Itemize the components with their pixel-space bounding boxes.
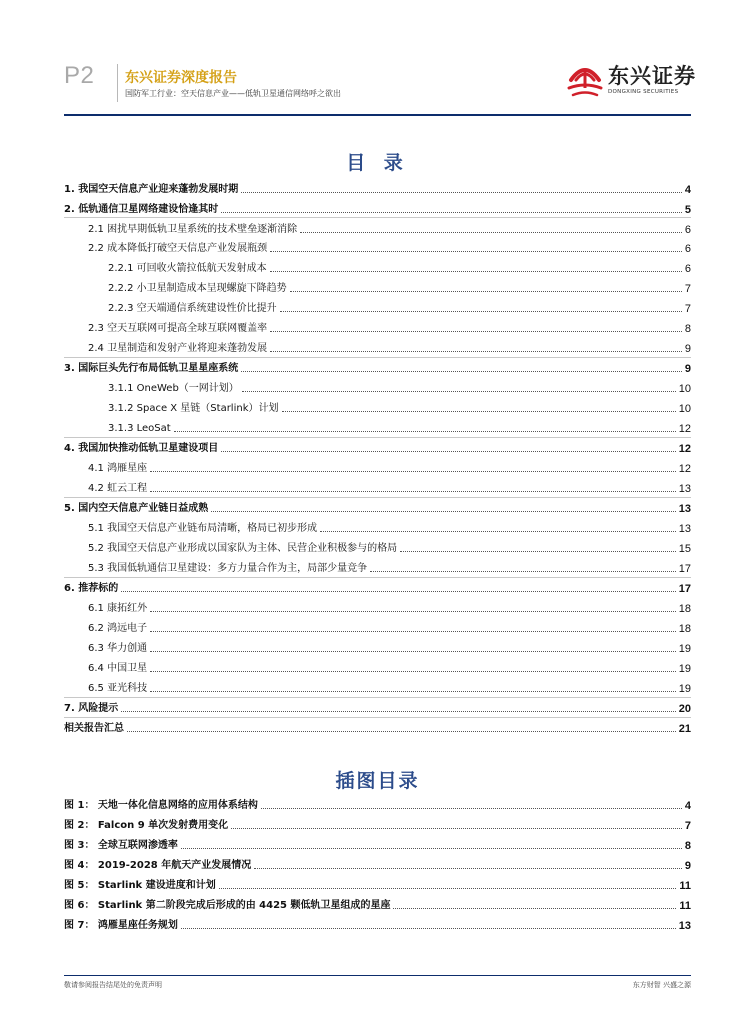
dot-leader bbox=[150, 470, 676, 472]
page-header bbox=[0, 0, 755, 120]
toc-entry-page: 13 bbox=[678, 483, 691, 495]
toc-entry-label: 5.1 我国空天信息产业链布局清晰，格局已初步形成 bbox=[88, 523, 318, 534]
toc-entry-label: 2.2.3 空天端通信系统建设性价比提升 bbox=[108, 303, 277, 314]
dot-leader bbox=[181, 847, 682, 849]
dot-leader bbox=[270, 330, 682, 332]
footer-slogan: 东方财智 兴盛之源 bbox=[632, 981, 691, 989]
dot-leader bbox=[150, 490, 676, 492]
section-rule bbox=[64, 717, 691, 718]
toc-entry[interactable] bbox=[64, 259, 691, 275]
report-subtitle: 国防军工行业：空天信息产业——低轨卫星通信网络呼之欲出 bbox=[125, 89, 341, 98]
dot-leader bbox=[219, 887, 677, 889]
toc-entry[interactable] bbox=[64, 239, 691, 255]
dot-leader bbox=[221, 450, 676, 452]
toc-entry-page: 19 bbox=[678, 663, 691, 675]
footer-disclaimer: 敬请参阅报告结尾处的免责声明 bbox=[64, 981, 162, 989]
figure-entry-page: 4 bbox=[684, 800, 691, 812]
toc-entry-page: 6 bbox=[684, 263, 691, 275]
toc-entry-label: 5. 国内空天信息产业链日益成熟 bbox=[64, 503, 209, 514]
section-rule bbox=[64, 357, 691, 358]
figure-entry[interactable] bbox=[64, 796, 691, 813]
toc-entry[interactable] bbox=[64, 659, 691, 675]
figure-entry-label: 图 2： Falcon 9 单次发射费用变化 bbox=[64, 820, 229, 831]
toc-entry-label: 4. 我国加快推动低轨卫星建设项目 bbox=[64, 443, 219, 454]
dot-leader bbox=[282, 410, 676, 412]
toc-entry[interactable] bbox=[64, 279, 691, 295]
toc-entry-page: 10 bbox=[678, 383, 691, 395]
dot-leader bbox=[370, 570, 676, 572]
toc-entry-page: 18 bbox=[678, 623, 691, 635]
dot-leader bbox=[261, 807, 682, 809]
toc-entry-page: 8 bbox=[684, 323, 691, 335]
footer-rule bbox=[64, 975, 691, 976]
toc-entry-page: 20 bbox=[678, 703, 691, 715]
toc-entry-label: 2.3 空天互联网可提高全球互联网覆盖率 bbox=[88, 323, 268, 334]
toc-entry[interactable] bbox=[64, 319, 691, 335]
section-rule bbox=[64, 217, 691, 218]
figure-entry-label: 图 3： 全球互联网渗透率 bbox=[64, 840, 178, 851]
figure-entry[interactable] bbox=[64, 876, 691, 893]
toc-entry-label: 4.1 鸿雁星座 bbox=[88, 463, 148, 474]
toc-entry-page: 19 bbox=[678, 683, 691, 695]
toc-entry[interactable] bbox=[64, 399, 691, 415]
toc-entry-page: 13 bbox=[678, 523, 691, 535]
toc-entry[interactable] bbox=[64, 180, 691, 197]
toc-entry-label: 2.1 困扰早期低轨卫星系统的技术壁垒逐渐消除 bbox=[88, 224, 298, 235]
dot-leader bbox=[150, 650, 676, 652]
dot-leader bbox=[270, 270, 682, 272]
figure-entry-page: 13 bbox=[678, 920, 691, 932]
toc-entry-label: 6.3 华力创通 bbox=[88, 643, 148, 654]
toc-entry-page: 17 bbox=[678, 583, 691, 595]
figure-entry-label: 图 4： 2019-2028 年航天产业发展情况 bbox=[64, 860, 252, 871]
toc-entry-page: 4 bbox=[684, 184, 691, 196]
toc-entry[interactable] bbox=[64, 499, 691, 516]
toc-entry-page: 9 bbox=[684, 363, 691, 375]
section-rule bbox=[64, 497, 691, 498]
toc-entry-page: 7 bbox=[684, 303, 691, 315]
toc-entry-page: 5 bbox=[684, 204, 691, 216]
figure-entry-page: 11 bbox=[679, 900, 691, 912]
toc-entry-label: 3. 国际巨头先行布局低轨卫星星座系统 bbox=[64, 363, 239, 374]
toc-entry-page: 6 bbox=[684, 243, 691, 255]
toc-entry-label: 6.2 鸿远电子 bbox=[88, 623, 148, 634]
header-rule bbox=[64, 114, 691, 116]
company-logo bbox=[565, 58, 700, 108]
toc-entry[interactable] bbox=[64, 419, 691, 435]
toc-entry-page: 6 bbox=[684, 224, 691, 236]
section-rule bbox=[64, 577, 691, 578]
dot-leader bbox=[254, 867, 682, 869]
figure-entry-label: 图 6： Starlink 第二阶段完成后形成的由 4425 颗低轨卫星组成的星座 bbox=[64, 900, 391, 911]
toc-entry[interactable] bbox=[64, 699, 691, 716]
toc-entry[interactable] bbox=[64, 299, 691, 315]
page-number: P2 bbox=[64, 62, 95, 89]
toc-entry-page: 12 bbox=[678, 423, 691, 435]
dot-leader bbox=[270, 350, 682, 352]
figure-entry-page: 11 bbox=[679, 880, 691, 892]
toc-entry-label: 3.1.2 Space X 星链（Starlink）计划 bbox=[108, 403, 279, 414]
dot-leader bbox=[150, 670, 676, 672]
dot-leader bbox=[121, 590, 676, 592]
toc-entry-page: 15 bbox=[678, 543, 691, 555]
dot-leader bbox=[400, 550, 676, 552]
toc-entry-page: 7 bbox=[684, 283, 691, 295]
toc-entry[interactable] bbox=[64, 200, 691, 217]
logo-mark-icon bbox=[565, 58, 605, 102]
logo-chinese-name: 东兴证券 bbox=[608, 64, 696, 88]
toc-entry-label: 2.2.2 小卫星制造成本呈现螺旋下降趋势 bbox=[108, 283, 287, 294]
toc-entry-page: 21 bbox=[678, 723, 691, 735]
dot-leader bbox=[174, 430, 676, 432]
figure-entry-label: 图 5： Starlink 建设进度和计划 bbox=[64, 880, 216, 891]
toc-entry-page: 19 bbox=[678, 643, 691, 655]
dot-leader bbox=[127, 730, 676, 732]
toc-entry-page: 10 bbox=[678, 403, 691, 415]
toc-entry[interactable] bbox=[64, 579, 691, 596]
toc-entry[interactable] bbox=[64, 439, 691, 456]
dot-leader bbox=[280, 310, 682, 312]
toc-entry-label: 2.4 卫星制造和发射产业将迎来蓬勃发展 bbox=[88, 343, 268, 354]
toc-entry-label: 4.2 虹云工程 bbox=[88, 483, 148, 494]
toc-entry-label: 7. 风险提示 bbox=[64, 703, 119, 714]
toc-entry[interactable] bbox=[64, 459, 691, 475]
dot-leader bbox=[241, 370, 682, 372]
dot-leader bbox=[290, 290, 682, 292]
toc-entry[interactable] bbox=[64, 719, 691, 736]
figure-entry[interactable] bbox=[64, 896, 691, 913]
toc-entry[interactable] bbox=[64, 599, 691, 615]
logo-english-name: DONGXING SECURITIES bbox=[608, 89, 679, 95]
dot-leader bbox=[241, 191, 682, 193]
header-separator bbox=[117, 64, 118, 102]
dot-leader bbox=[211, 510, 676, 512]
figures-title: 插图目录 bbox=[335, 770, 420, 792]
toc-entry-label: 2.2.1 可回收火箭拉低航天发射成本 bbox=[108, 263, 267, 274]
toc-entry-label: 6.1 康拓红外 bbox=[88, 603, 148, 614]
toc-entry[interactable] bbox=[64, 379, 691, 395]
toc-entry-label: 6.5 亚光科技 bbox=[88, 683, 148, 694]
toc-entry-label: 相关报告汇总 bbox=[64, 723, 124, 734]
dot-leader bbox=[320, 530, 676, 532]
toc-entry-label: 1. 我国空天信息产业迎来蓬勃发展时期 bbox=[64, 184, 239, 195]
toc-entry[interactable] bbox=[64, 619, 691, 635]
dot-leader bbox=[221, 211, 682, 213]
figure-entry-page: 7 bbox=[684, 820, 691, 832]
toc-entry-label: 2.2 成本降低打破空天信息产业发展瓶颈 bbox=[88, 243, 268, 254]
toc-entry-page: 17 bbox=[678, 563, 691, 575]
figure-entry-page: 9 bbox=[684, 860, 691, 872]
dot-leader bbox=[150, 690, 676, 692]
dot-leader bbox=[150, 610, 676, 612]
dot-leader bbox=[121, 710, 676, 712]
toc-entry-label: 6. 推荐标的 bbox=[64, 583, 119, 594]
figure-entry-label: 图 7： 鸿雁星座任务规划 bbox=[64, 920, 178, 931]
toc-entry-label: 5.3 我国低轨通信卫星建设：多方力量合作为主，局部少量竞争 bbox=[88, 563, 368, 574]
report-type-title: 东兴证券深度报告 bbox=[125, 70, 237, 86]
toc-entry-label: 3.1.1 OneWeb（一网计划） bbox=[108, 383, 239, 394]
toc-entry[interactable] bbox=[64, 539, 691, 555]
dot-leader bbox=[242, 390, 676, 392]
toc-entry-page: 13 bbox=[678, 503, 691, 515]
toc-entry[interactable] bbox=[64, 220, 691, 236]
dot-leader bbox=[270, 250, 682, 252]
toc-entry[interactable] bbox=[64, 359, 691, 376]
figure-entry[interactable] bbox=[64, 856, 691, 873]
dot-leader bbox=[181, 927, 676, 929]
toc-entry[interactable] bbox=[64, 519, 691, 535]
figure-entry-page: 8 bbox=[684, 840, 691, 852]
toc-entry-page: 12 bbox=[678, 463, 691, 475]
figure-entry[interactable] bbox=[64, 916, 691, 933]
toc-title: 目 录 bbox=[346, 152, 409, 174]
toc-entry-label: 5.2 我国空天信息产业形成以国家队为主体、民营企业积极参与的格局 bbox=[88, 543, 398, 554]
dot-leader bbox=[300, 231, 682, 233]
toc-entry[interactable] bbox=[64, 339, 691, 355]
section-rule bbox=[64, 437, 691, 438]
figure-entry[interactable] bbox=[64, 836, 691, 853]
toc-entry-page: 18 bbox=[678, 603, 691, 615]
section-rule bbox=[64, 697, 691, 698]
toc-entry[interactable] bbox=[64, 479, 691, 495]
toc-entry-label: 2. 低轨通信卫星网络建设恰逢其时 bbox=[64, 204, 219, 215]
figure-entry-label: 图 1： 天地一体化信息网络的应用体系结构 bbox=[64, 800, 258, 811]
dot-leader bbox=[393, 907, 676, 909]
figure-entry[interactable] bbox=[64, 816, 691, 833]
toc-entry-page: 12 bbox=[678, 443, 691, 455]
toc-entry-label: 3.1.3 LeoSat bbox=[108, 423, 171, 434]
dot-leader bbox=[150, 630, 676, 632]
toc-entry-page: 9 bbox=[684, 343, 691, 355]
toc-entry[interactable] bbox=[64, 559, 691, 575]
toc-entry[interactable] bbox=[64, 679, 691, 695]
toc-entry[interactable] bbox=[64, 639, 691, 655]
dot-leader bbox=[231, 827, 682, 829]
toc-entry-label: 6.4 中国卫星 bbox=[88, 663, 148, 674]
